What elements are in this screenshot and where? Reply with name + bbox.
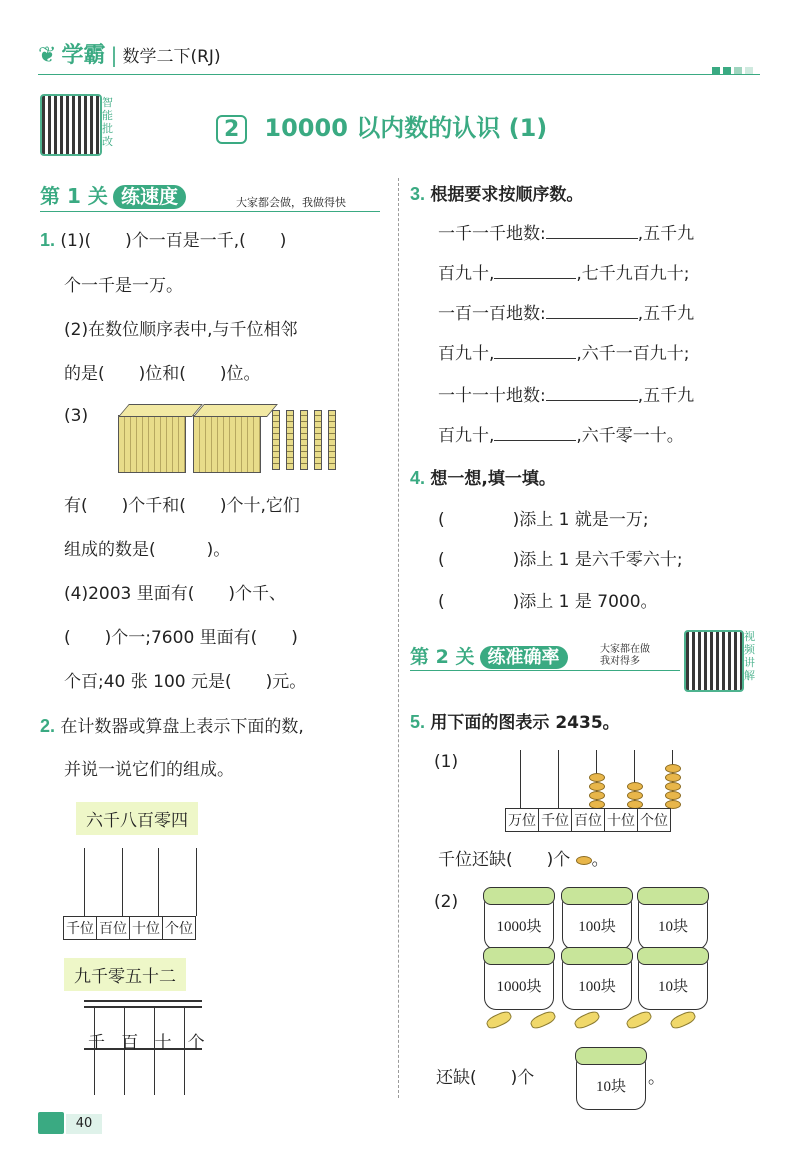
q5-title: 用下面的图表示 2435。 — [430, 713, 620, 733]
bead-icon — [576, 856, 592, 865]
counter-bead — [589, 773, 605, 782]
counter-base: 万位 千位 百位 十位 个位 — [506, 808, 671, 832]
footer-pencil-icon — [38, 1112, 64, 1134]
q4-line2: ( )添上 1 是六千零六十; — [438, 550, 683, 570]
level2-note: 大家都在做 我对得多 — [600, 644, 650, 667]
q1-part3-label: (3) — [64, 406, 89, 426]
level2-badge: 练准确率 — [480, 646, 568, 669]
q3-number: 3. — [410, 184, 426, 204]
q4-number: 4. — [410, 468, 426, 488]
candy-icon — [573, 1009, 602, 1031]
abacus: 千 百 十 个 — [84, 1000, 202, 1095]
q3-title: 根据要求按顺序数。 — [430, 185, 584, 205]
ten-rods — [272, 410, 342, 474]
counter-rod — [520, 750, 521, 808]
q5-number: 5. — [410, 712, 426, 732]
counter-bead — [627, 782, 643, 791]
counter-bead — [589, 791, 605, 800]
q2-text-line2: 并说一说它们的组成。 — [64, 760, 234, 780]
lesson-title-text: 10000 以内数的认识 (1) — [264, 114, 548, 142]
candy-icon — [669, 1009, 698, 1031]
candy-icon — [529, 1009, 558, 1031]
lesson-number-badge: 2 — [216, 115, 247, 144]
q5-missing-b: 还缺( )个 — [436, 1068, 535, 1088]
candy-bag: 10块 — [638, 892, 708, 950]
candy-icon — [485, 1009, 514, 1031]
counter-bead — [665, 791, 681, 800]
candy-bag: 10块 — [576, 1052, 646, 1110]
qr-code-video-icon[interactable] — [684, 630, 744, 692]
page-number: 40 — [66, 1114, 102, 1134]
q1-part4-line1: (4)2003 里面有( )个千、 — [64, 584, 287, 604]
q5-missing-a: 千位还缺( )个 — [438, 850, 571, 870]
counter-bead — [589, 782, 605, 791]
qr-side-text: 智能批改 — [102, 96, 113, 148]
q2-number: 2. — [40, 716, 56, 736]
candy-bag: 1000块 — [484, 892, 554, 950]
q2-number-a: 六千八百零四 — [76, 802, 198, 835]
counter-a-base: 千位 百位 十位 个位 — [64, 916, 196, 940]
q2-number-b: 九千零五十二 — [64, 958, 186, 991]
candy-bag: 1000块 — [484, 952, 554, 1010]
candy-bag: 100块 — [562, 892, 632, 950]
q1-part2-line1: (2)在数位顺序表中,与千位相邻 — [64, 320, 298, 340]
book-subtitle: 数学二下(RJ) — [122, 47, 221, 67]
counter-bead — [665, 773, 681, 782]
qr-code-icon[interactable] — [40, 94, 102, 156]
level2-heading: 第 2 关 练准确率 — [410, 642, 568, 669]
q1-part4-line3: 个百;40 张 100 元是( )元。 — [64, 672, 307, 692]
counter-bead — [665, 764, 681, 773]
q4-line3: ( )添上 1 是 7000。 — [438, 592, 658, 612]
candy-bag: 10块 — [638, 952, 708, 1010]
lesson-title — [216, 108, 547, 144]
q5-part2-label: (2) — [434, 892, 459, 912]
q1-part3-line1: 有( )个千和( )个十,它们 — [64, 496, 300, 516]
thousand-cube — [118, 415, 186, 473]
q5-part1-label: (1) — [434, 752, 459, 772]
q1-part3-line2: 组成的数是( )。 — [64, 540, 231, 560]
q1-part4-line2: ( )个一;7600 里面有( ) — [64, 628, 298, 648]
qr-video-side-text: 视频讲解 — [744, 630, 755, 682]
q1-part1-line1: (1)( )个一百是一千,( ) — [60, 231, 287, 251]
header-dots — [712, 60, 753, 79]
q4-line1: ( )添上 1 就是一万; — [438, 510, 649, 530]
level1-heading: 第 1 关 练速度 — [40, 180, 186, 209]
header-rule — [38, 74, 760, 75]
q1-number: 1. — [40, 230, 56, 250]
level1-note: 大家都会做，我做得快 — [236, 196, 346, 209]
candy-icon — [625, 1009, 654, 1031]
q4-title: 想一想,填一填。 — [430, 469, 556, 489]
brand-name: 学霸 — [61, 43, 106, 68]
candy-bag: 100块 — [562, 952, 632, 1010]
counter-bead — [627, 791, 643, 800]
counter-rod — [558, 750, 559, 808]
level1-badge: 练速度 — [113, 185, 186, 209]
q1-part2-line2: 的是( )位和( )位。 — [64, 364, 261, 384]
thousand-cube — [193, 415, 261, 473]
counter-bead — [665, 782, 681, 791]
q2-text-line1: 在计数器或算盘上表示下面的数, — [60, 717, 304, 737]
brand-leaf-icon: ❦ — [38, 43, 57, 68]
q1-part1-line2: 个一千是一万。 — [64, 276, 183, 296]
brand-logo: ❦ 学霸 | 数学二下(RJ) — [38, 43, 221, 68]
